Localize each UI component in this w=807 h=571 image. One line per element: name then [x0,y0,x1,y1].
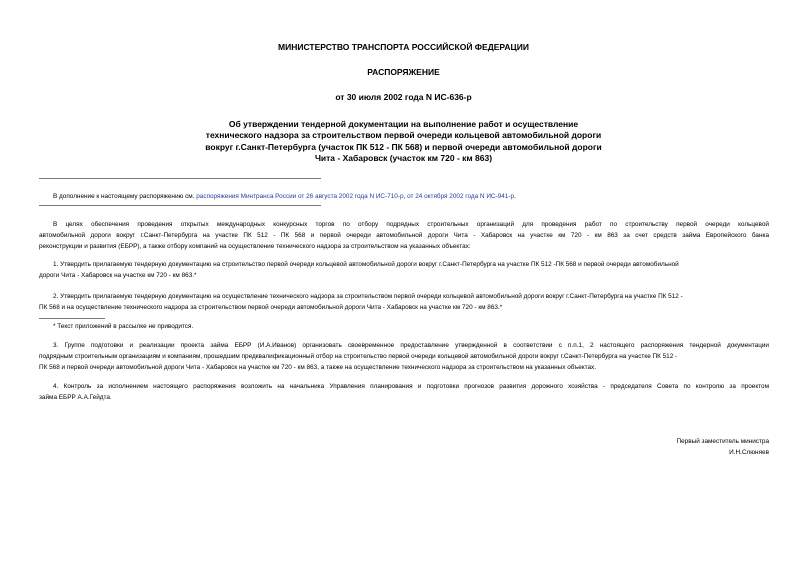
item-1-paragraph [39,260,769,282]
amendment-note-suffix: . [514,193,516,200]
preamble-line: реконструкции и развития (ЕБРР), а также отбору компаний на осуществление технического надзора за строительством на указанных объектах: [39,242,471,250]
amendment-link-ис-710[interactable]: распоряжения Минтранса России от 26 августа 2002 года N ИС-710-р [196,193,404,200]
item-1-line: 1. Утвердить прилагаемую тендерную документацию на строительство первой очереди кольцевой автомобильной дороги вокруг г.Санкт-Петербурга на участке ПК 512 -ПК 568 и первой очереди автомобильной [53,261,679,268]
document-date-number: от 30 июля 2002 года N ИС-636-р [335,92,472,102]
item-3-line: подрядным строительным организациям и компаниям, прошедшим предквалификационный отбор на строительство первой очереди кольцевой автомобильной дороги вокруг г.Санкт-Петербурга на участке ПК 512 - [39,352,678,360]
signatory-position: Первый заместитель министра [676,438,769,445]
amendment-note-separator: , [403,193,408,200]
item-2-paragraph [39,292,769,314]
amendment-note-prefix: В дополнение к настоящему распоряжению см. [53,193,197,200]
item-2-line: 2. Утвердить прилагаемую тендерную документацию на осуществление технического надзора за строительством первой очереди кольцевой автомобильной дороги вокруг г.Санкт-Петербурга на участке ПК 512 - [53,293,683,300]
document-type: РАСПОРЯЖЕНИЕ [367,67,440,77]
item-4-line: 4. Контроль за исполнением настоящего распоряжения возложить на начальника Управления планирования и подготовки прогнозов развития дорожного хозяйства - председателя Совета по контролю за проектом [53,383,769,390]
amendment-note [53,192,516,201]
divider-bottom [39,205,321,206]
preamble-line: В целях обеспечения проведения открытых международных конкурсных торгов по отбору подрядных строительных организаций для проведения работ по строительству первой очереди кольцевой [53,221,769,228]
title-line: технического надзора за строительством первой очереди кольцевой автомобильной дороги [205,130,602,141]
item-3-line: 3. Группе подготовки и реализации проекта займа ЕБРР (И.А.Иванов) организовать своевременное предоставление утвержденной в соответствии с п.п.1, 2 настоящего распоряжения тендерной документации [53,342,769,349]
item-3-line: ПК 568 и первой очереди автомобильной дороги Чита - Хабаровск на участке км 720 - км 863, а также на осуществление технического надзора за строительством на указанных объектах. [39,363,597,371]
footnote-divider [39,318,105,319]
footnote: * Текст приложений в рассылке не приводится. [53,323,194,330]
amendment-link-ис-941[interactable]: от 24 октября 2002 года N ИС-941-р [407,193,515,200]
signatory-name: И.Н.Слюняев [729,449,769,456]
item-3-paragraph [39,341,769,373]
document-title [0,119,807,164]
title-line: вокруг г.Санкт-Петербурга (участок ПК 512 - ПК 568) и первой очереди автомобильной дороги [205,141,602,152]
item-4-paragraph [39,382,769,404]
item-2-line: ПК 568 и на осуществление технического надзора за строительством первой очереди автомобильной дороги Чита - Хабаровск на участке км 720 - км 863.* [39,303,503,311]
title-line: Чита - Хабаровск (участок км 720 - км 863) [314,152,493,163]
signature-block [677,436,769,458]
item-4-line: займа ЕБРР А.А.Гейдта. [39,393,112,401]
ministry-heading: МИНИСТЕРСТВО ТРАНСПОРТА РОССИЙСКОЙ ФЕДЕРАЦИИ [278,42,529,52]
preamble-line: автомобильной дороги вокруг г.Санкт-Петербурга на участке ПК 512 - ПК 568 и первой очереди автомобильной дороги Чита - Хабаровск на участке км 720 - км 863 за счет средств займа Европейского банка [39,231,769,239]
item-1-line: дороги Чита - Хабаровск на участке км 720 - км 863.* [39,271,197,279]
preamble-paragraph [39,220,769,252]
divider-top [39,178,321,179]
title-line: Об утверждении тендерной документации на выполнение работ и осуществление [228,119,579,129]
